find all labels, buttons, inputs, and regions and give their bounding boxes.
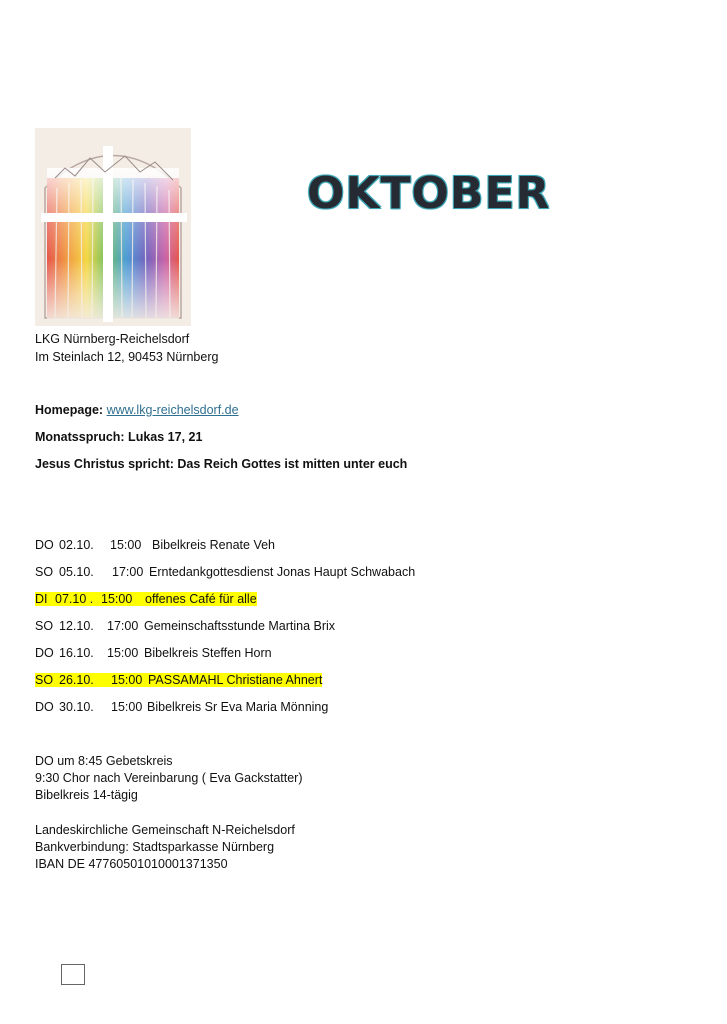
note-chor: 9:30 Chor nach Vereinbarung ( Eva Gackstatter): [35, 771, 303, 785]
event-day: SO: [35, 619, 54, 633]
event-time: 17:00: [112, 565, 144, 579]
event-time: 15:00: [101, 592, 133, 606]
bank-iban: IBAN DE 47760501010001371350: [35, 857, 228, 871]
event-date: 07.10 .: [55, 592, 94, 606]
event-day: DI: [35, 592, 48, 606]
address-line-2: Im Steinlach 12, 90453 Nürnberg: [35, 350, 219, 364]
event-day: DO: [35, 646, 54, 660]
event-date: 16.10.: [59, 646, 94, 660]
event-text: Bibelkreis Steffen Horn: [144, 646, 272, 660]
event-day: DO: [35, 700, 54, 714]
note-gebetskreis: DO um 8:45 Gebetskreis: [35, 754, 173, 768]
event-text: offenes Café für alle: [145, 592, 257, 606]
event-row: [35, 538, 275, 552]
event-day: SO: [35, 565, 54, 579]
homepage-label: Homepage:: [35, 403, 104, 417]
event-date: 12.10.: [59, 619, 94, 633]
note-bibelkreis: Bibelkreis 14-tägig: [35, 788, 138, 802]
monatsspruch-label: Monatsspruch: Lukas 17, 21: [35, 430, 203, 444]
event-text: Gemeinschaftsstunde Martina Brix: [144, 619, 336, 633]
event-text: Bibelkreis Renate Veh: [152, 538, 275, 552]
event-row: [35, 619, 335, 633]
event-row: [35, 565, 415, 579]
event-date: 02.10.: [59, 538, 94, 552]
event-time: 15:00: [111, 700, 143, 714]
event-row: [35, 646, 272, 660]
homepage-row: [35, 403, 239, 417]
event-text: PASSAMAHL Christiane Ahnert: [148, 673, 323, 687]
event-time: 15:00: [107, 646, 139, 660]
event-day: DO: [35, 538, 54, 552]
event-time: 15:00: [111, 673, 143, 687]
homepage-link[interactable]: www.lkg-reichelsdorf.de: [106, 403, 239, 417]
event-day: SO: [35, 673, 54, 687]
monatsspruch-text: Jesus Christus spricht: Das Reich Gottes ist mitten unter euch: [35, 457, 408, 471]
event-row-highlighted: [35, 673, 322, 687]
event-row-highlighted: [35, 592, 257, 606]
month-title: OKTOBER: [307, 168, 551, 219]
event-text: Bibelkreis Sr Eva Maria Mönning: [147, 700, 329, 714]
event-row: [35, 700, 328, 714]
event-text: Erntedankgottesdienst Jonas Haupt Schwabach: [149, 565, 416, 579]
event-date: 05.10.: [59, 565, 94, 579]
event-time: 17:00: [107, 619, 139, 633]
event-date: 30.10.: [59, 700, 94, 714]
event-date: 26.10.: [59, 673, 94, 687]
bank-connection: Bankverbindung: Stadtsparkasse Nürnberg: [35, 840, 275, 854]
address-line-1: LKG Nürnberg-Reichelsdorf: [35, 332, 190, 346]
empty-box: [61, 964, 85, 985]
event-time: 15:00: [110, 538, 142, 552]
church-artwork-image: [35, 128, 191, 326]
bank-organization: Landeskirchliche Gemeinschaft N-Reichelsdorf: [35, 823, 295, 837]
